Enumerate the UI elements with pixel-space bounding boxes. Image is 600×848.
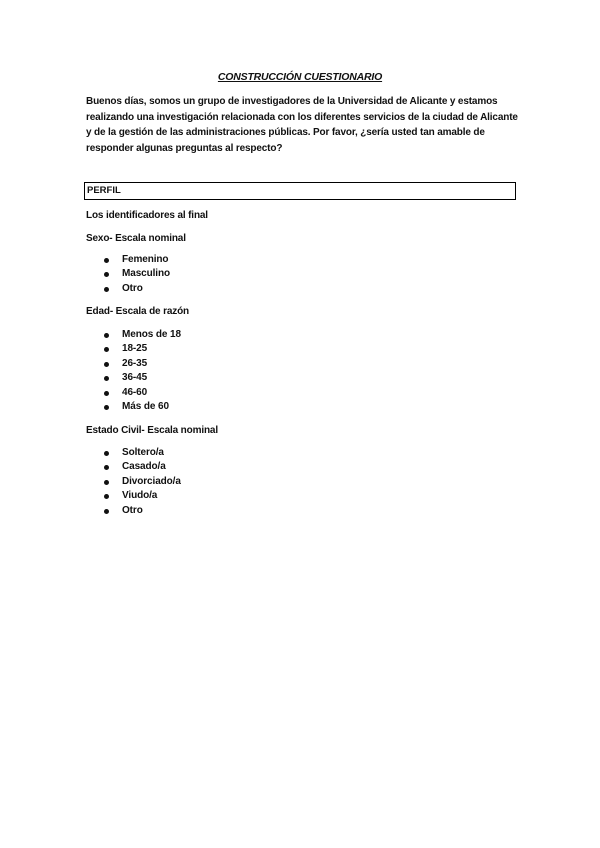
question-label-estado-civil: Estado Civil- Escala nominal <box>86 425 218 436</box>
intro-line: realizando una investigación relacionada con los diferentes servicios de la ciudad de Alicante <box>86 111 518 123</box>
question-label-edad: Edad- Escala de razón <box>86 306 189 317</box>
bullet-icon <box>104 451 109 456</box>
bullet-icon <box>104 258 109 263</box>
option-viudo: Viudo/a <box>122 490 158 501</box>
option-masculino: Masculino <box>122 268 170 279</box>
option-menos-de-18: Menos de 18 <box>122 329 181 340</box>
option-otro: Otro <box>122 283 143 294</box>
option-36-45: 36-45 <box>122 372 148 383</box>
question-label-sexo: Sexo- Escala nominal <box>86 233 186 244</box>
option-casado: Casado/a <box>122 461 166 472</box>
option-46-60: 46-60 <box>122 387 148 398</box>
bullet-icon <box>104 494 109 499</box>
intro-paragraph <box>86 94 518 156</box>
intro-line: Buenos días, somos un grupo de investigadores de la Universidad de Alicante y estamos <box>86 96 498 107</box>
option-26-35: 26-35 <box>122 358 148 369</box>
bullet-icon <box>104 391 109 396</box>
document-title: CONSTRUCCIÓN CUESTIONARIO <box>217 71 383 83</box>
bullet-icon <box>104 465 109 470</box>
option-divorciado: Divorciado/a <box>122 476 181 487</box>
option-18-25: 18-25 <box>122 343 148 354</box>
option-mas-de-60: Más de 60 <box>122 401 169 412</box>
option-otro-civil: Otro <box>122 505 143 516</box>
bullet-icon <box>104 480 109 485</box>
bullet-icon <box>104 347 109 352</box>
section-label: PERFIL <box>87 185 121 196</box>
bullet-icon <box>104 405 109 410</box>
option-soltero: Soltero/a <box>122 447 164 458</box>
intro-line: responder algunas preguntas al respecto? <box>86 142 283 154</box>
option-femenino: Femenino <box>122 254 169 265</box>
bullet-icon <box>104 287 109 292</box>
intro-line: y de la gestión de las administraciones públicas. Por favor, ¿sería usted tan amable de <box>86 127 485 138</box>
section-header-perfil <box>84 182 516 200</box>
identifiers-note: Los identificadores al final <box>86 210 208 221</box>
bullet-icon <box>104 509 109 514</box>
bullet-icon <box>104 362 109 367</box>
bullet-icon <box>104 376 109 381</box>
bullet-icon <box>104 333 109 338</box>
bullet-icon <box>104 272 109 277</box>
